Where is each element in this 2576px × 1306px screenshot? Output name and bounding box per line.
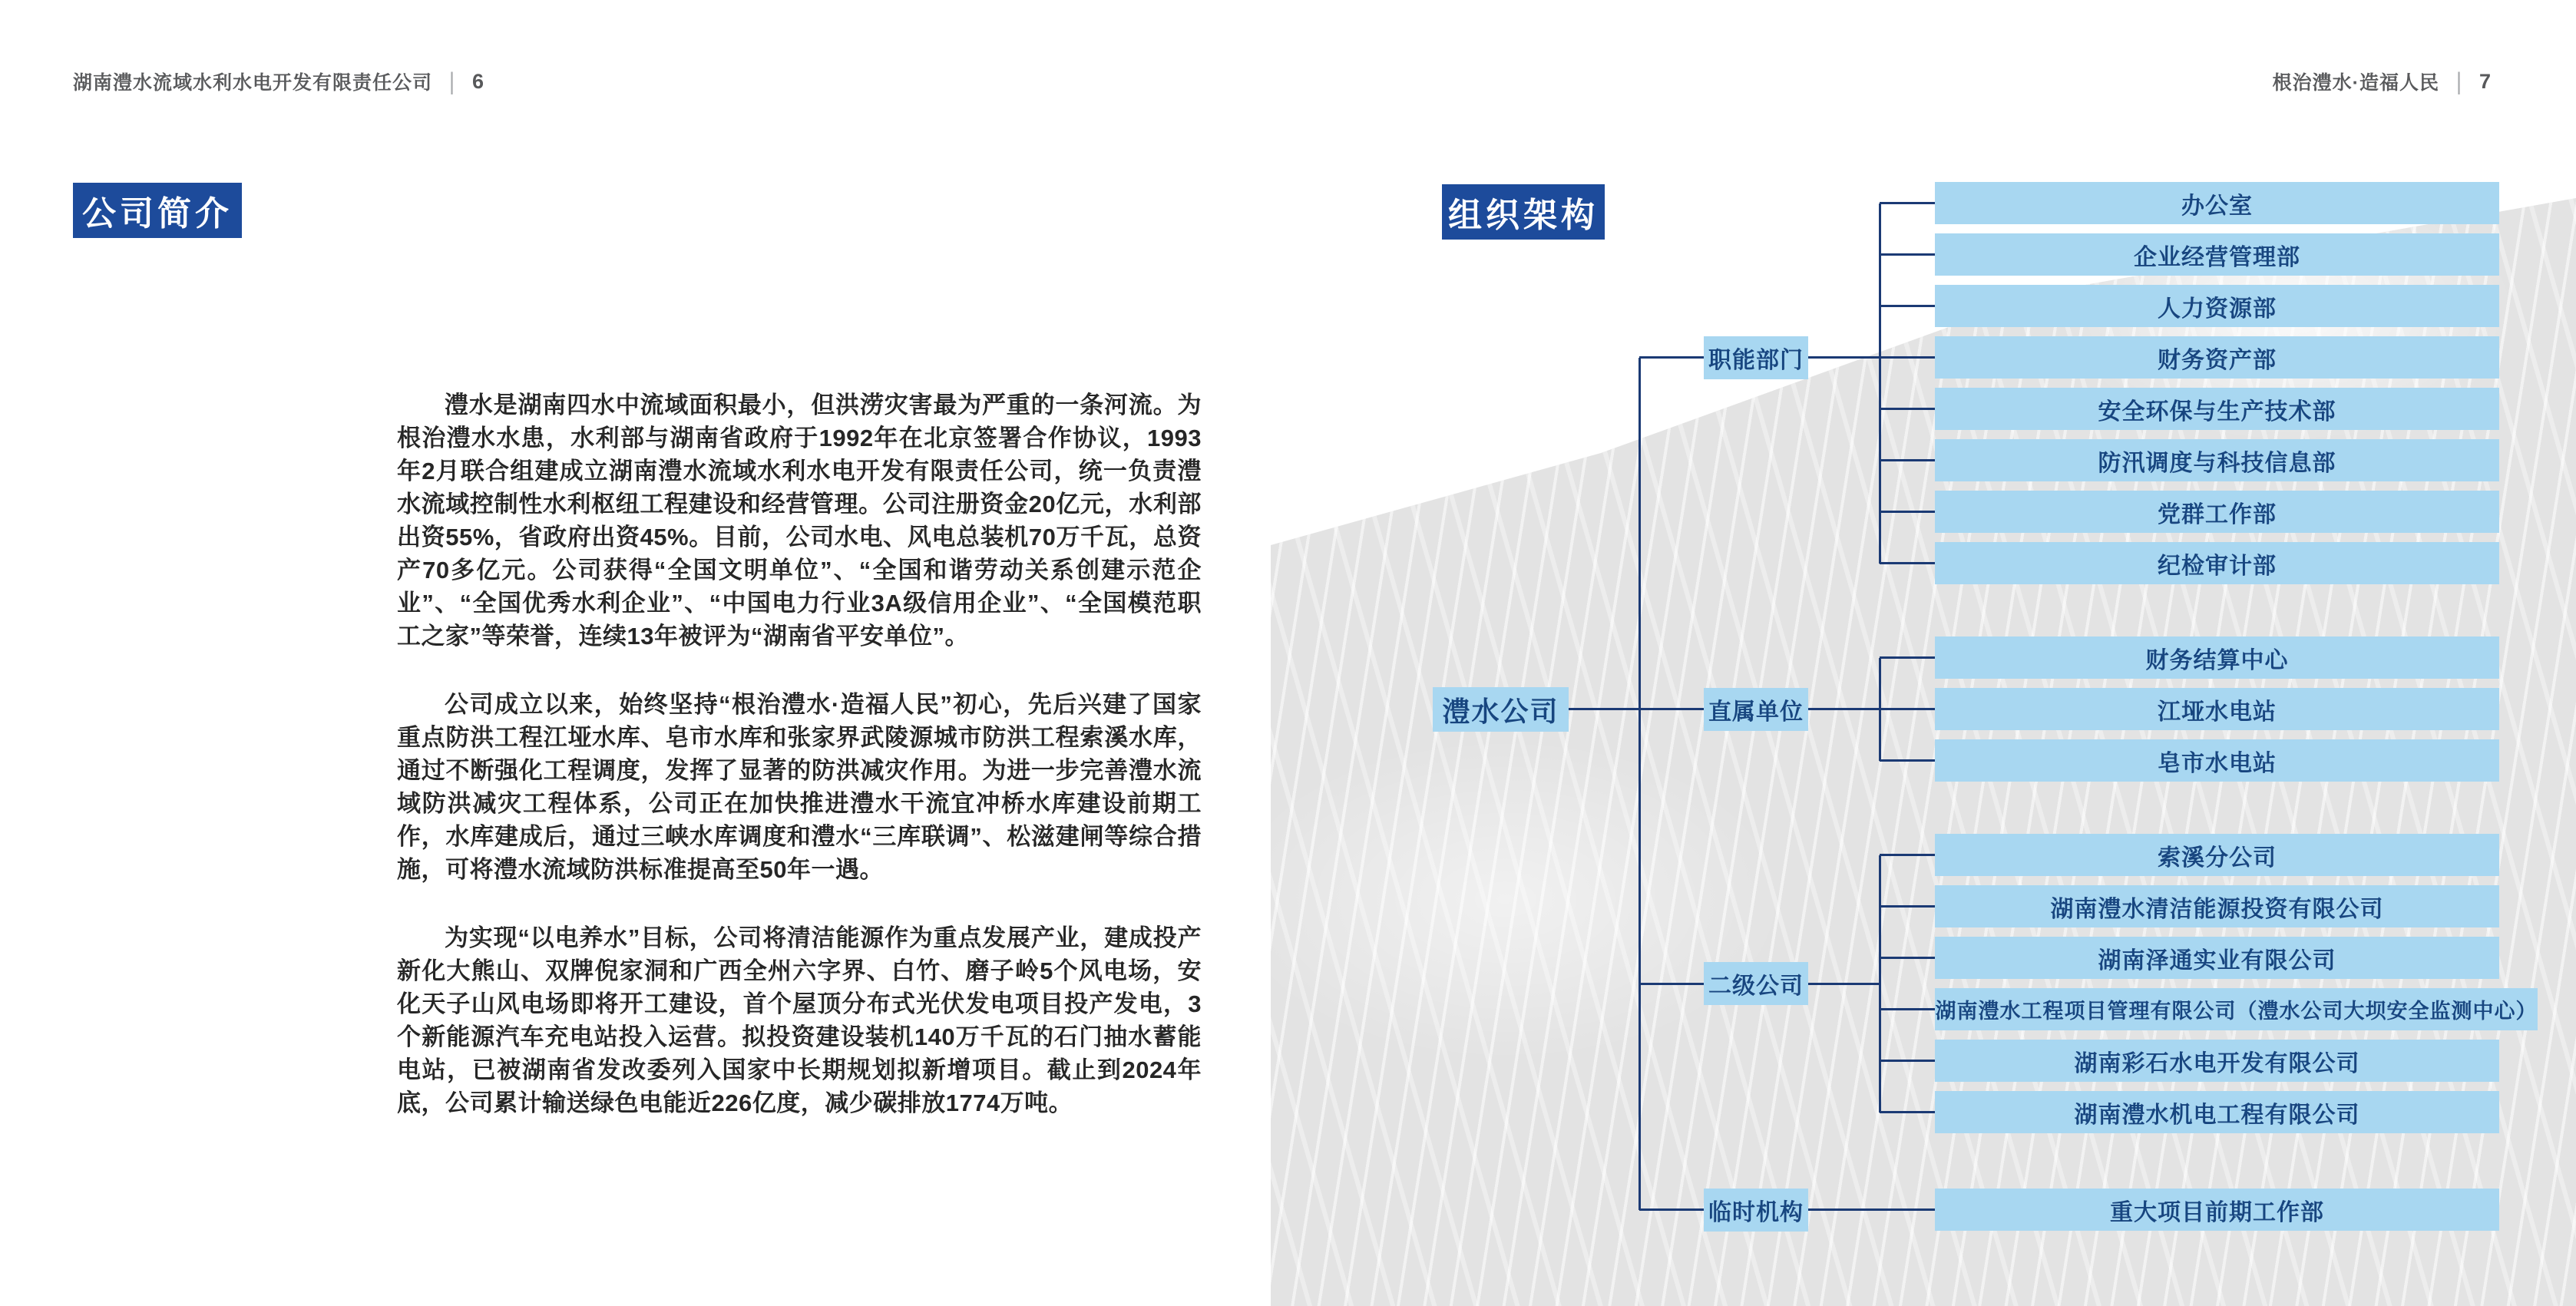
connector-line <box>1808 983 1880 985</box>
connector-line <box>1880 1060 1935 1062</box>
connector-line <box>1880 1008 1935 1010</box>
company-name: 湖南澧水流域水利水电开发有限责任公司 <box>73 72 433 94</box>
connector-line <box>1808 708 1880 710</box>
connector-line <box>1808 356 1880 359</box>
connector-line <box>1880 759 1935 762</box>
org-trunk-line <box>1639 358 1641 1210</box>
connector-line <box>1880 708 1935 710</box>
org-child-bar: 人力资源部 <box>1935 285 2499 327</box>
connector-line <box>1880 905 1935 908</box>
section-title-text: 公司简介 <box>82 195 233 233</box>
paragraph-3: 为实现“以电养水”目标，公司将清洁能源作为重点发展产业，建成投产新化大熊山、双牌倪家洞和广西全州六字界、白竹、磨子岭5个风电场，安化天子山风电场即将开工建设，首个屋顶分布式光伏发电项目投产发电，3个新能源汽车充电站投入运营。拟投资建设装机140万千瓦的石门抽水蓄能电站，已被湖南省发改委列入国家中长期规划拟新增项目。截止到2024年底，公司累计输送绿色电能近226亿度，减少碳排放1774万吨。 <box>397 924 1202 1116</box>
header-separator: | <box>2455 68 2462 94</box>
connector-line <box>1880 957 1935 959</box>
paragraph-1: 澧水是湖南四水中流域面积最小，但洪涝灾害最为严重的一条河流。为根治澧水水患，水利部与湖南省政府于1992年在北京签署合作协议，1993年2月联合组建成立湖南澧水流域水利水电开发有限责任公司，统一负责澧水流域控制性水利枢纽工程建设和经营管理。公司注册资金20亿元，水利部出资55%，省政府出资45%。目前，公司水电、风电总装机70万千瓦，总资产70多亿元。公司获得“全国文明单位”、“全国和谐劳动关系创建示范企业”、“全国优秀水利企业”、“中国电力行业3A级信用企业”、“全国模范职工之家”等荣誉，连续13年被评为“湖南省平安单位”。 <box>397 392 1202 650</box>
root-connector-line <box>1569 708 1704 710</box>
org-child-bar: 安全环保与生产技术部 <box>1935 388 2499 430</box>
page-number-right: 7 <box>2478 69 2492 93</box>
org-child-bar: 纪检审计部 <box>1935 542 2499 584</box>
org-bracket-line <box>1879 855 1881 1113</box>
org-child-bar: 江垭水电站 <box>1935 688 2499 730</box>
org-group-node-1: 职能部门 <box>1704 336 1808 379</box>
connector-line <box>1639 356 1704 359</box>
org-root-node: 澧水公司 <box>1433 687 1569 732</box>
org-child-bar: 湖南澧水工程项目管理有限公司（澧水公司大坝安全监测中心） <box>1935 988 2538 1030</box>
connector-line <box>1880 408 1935 410</box>
page-header-left <box>73 68 484 95</box>
org-child-bar: 湖南泽通实业有限公司 <box>1935 937 2499 979</box>
connector-line <box>1880 1111 1935 1113</box>
org-child-bar: 重大项目前期工作部 <box>1935 1189 2499 1231</box>
org-child-bar: 索溪分公司 <box>1935 834 2499 876</box>
section-title-org-structure <box>1442 184 1605 240</box>
connector-line <box>1808 1208 1935 1211</box>
connector-line <box>1880 305 1935 307</box>
connector-line <box>1639 983 1704 985</box>
connector-line <box>1880 656 1935 659</box>
org-child-bar: 防汛调度与科技信息部 <box>1935 439 2499 481</box>
section-title-text: 组织架构 <box>1448 197 1599 234</box>
connector-line <box>1880 459 1935 461</box>
connector-line <box>1639 1208 1704 1211</box>
paragraph-2: 公司成立以来，始终坚持“根治澧水·造福人民”初心，先后兴建了国家重点防洪工程江垭水库、皂市水库和张家界武陵源城市防洪工程索溪水库，通过不断强化工程调度，发挥了显著的防洪减灾作用。为进一步完善澧水流域防洪减灾工程体系，公司正在加快推进澧水干流宜冲桥水库建设前期工作，水库建成后，通过三峡水库调度和澧水“三库联调”、松滋建闸等综合措施，可将澧水流域防洪标准提高至50年一遇。 <box>397 691 1202 883</box>
connector-line <box>1880 202 1935 204</box>
page-number-left: 6 <box>472 69 485 93</box>
org-child-bar: 财务结算中心 <box>1935 636 2499 679</box>
connector-line <box>1880 253 1935 256</box>
org-group-node-3: 二级公司 <box>1704 962 1808 1005</box>
connector-line <box>1880 562 1935 564</box>
org-group-node-2: 直属单位 <box>1704 688 1808 731</box>
org-bracket-line <box>1879 203 1881 564</box>
org-group-node-4: 临时机构 <box>1704 1189 1808 1232</box>
connector-line <box>1880 356 1935 359</box>
org-child-bar: 财务资产部 <box>1935 336 2499 379</box>
page-header-right <box>2273 68 2492 95</box>
org-child-bar: 办公室 <box>1935 182 2499 224</box>
slogan: 根治澧水·造福人民 <box>2272 72 2439 94</box>
org-child-bar: 企业经营管理部 <box>1935 233 2499 276</box>
header-separator: | <box>449 68 456 94</box>
section-title-company-intro <box>73 183 242 238</box>
org-child-bar: 党群工作部 <box>1935 491 2499 533</box>
org-child-bar: 湖南彩石水电开发有限公司 <box>1935 1040 2499 1082</box>
org-child-bar: 湖南澧水清洁能源投资有限公司 <box>1935 885 2499 927</box>
company-intro-text <box>397 388 1202 1119</box>
connector-line <box>1880 511 1935 513</box>
org-child-bar: 湖南澧水机电工程有限公司 <box>1935 1091 2499 1133</box>
org-child-bar: 皂市水电站 <box>1935 739 2499 782</box>
connector-line <box>1880 854 1935 856</box>
